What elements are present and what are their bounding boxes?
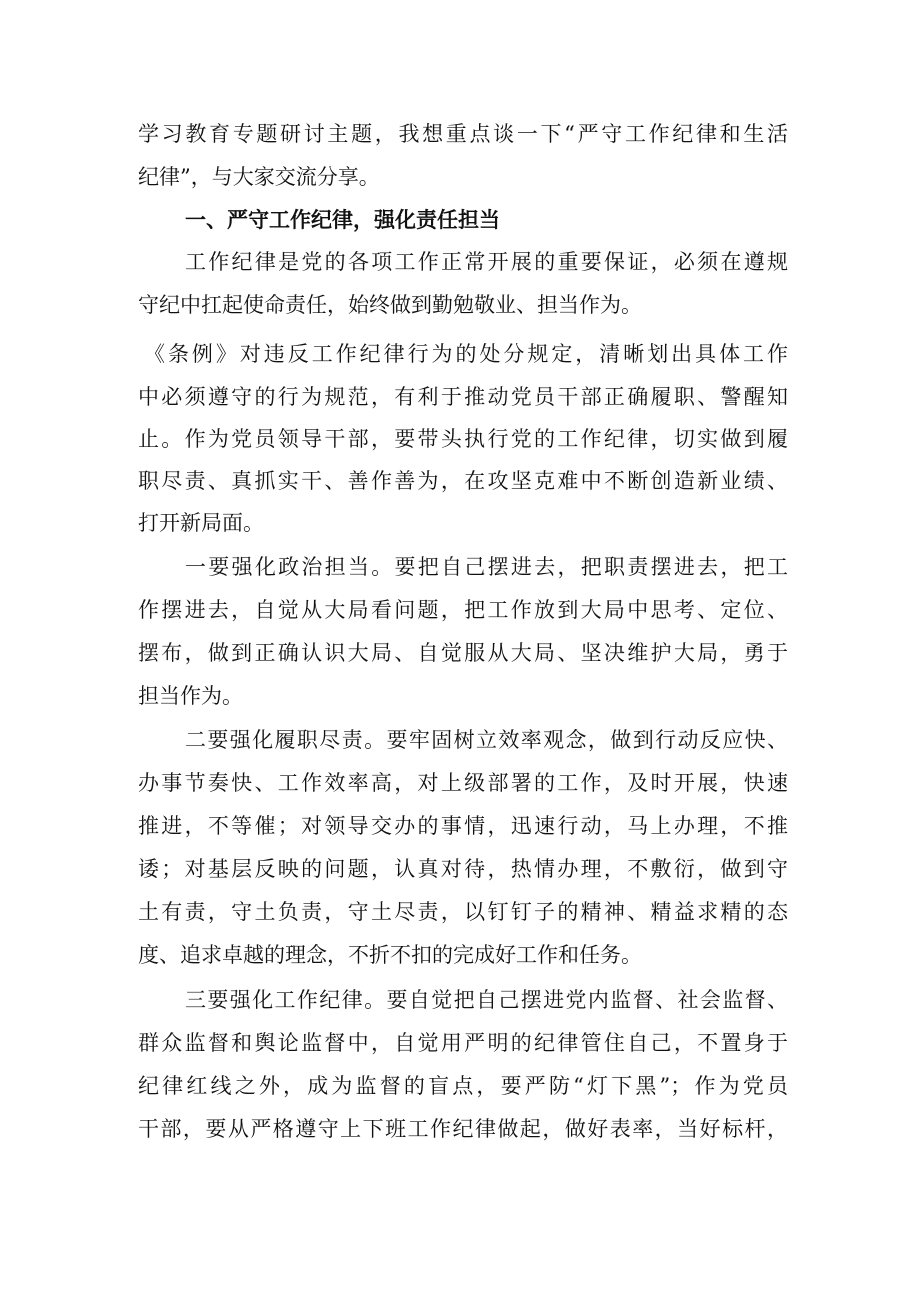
paragraph-line: 打开新局面。 xyxy=(138,511,264,535)
paragraph-line: 职尽责、真抓实干、善作善为，在攻坚克难中不断创造新业绩、 xyxy=(138,469,788,493)
paragraph-line: 度、追求卓越的理念，不折不扣的完成好工作和任务。 xyxy=(138,943,642,967)
section-heading: 一、严守工作纪律，强化责任担当 xyxy=(185,208,500,232)
paragraph-line: 《条例》对违反工作纪律行为的处分规定，清晰划出具体工作 xyxy=(144,342,788,366)
paragraph-line: 摆布，做到正确认识大局、自觉服从大局、坚决维护大局，勇于 xyxy=(138,641,788,665)
paragraph-line: 办事节奏快、工作效率高，对上级部署的工作，及时开展，快速 xyxy=(138,771,788,795)
paragraph-line: 止。作为党员领导干部，要带头执行党的工作纪律，切实做到履 xyxy=(138,427,788,451)
paragraph-line: 推进，不等催；对领导交办的事情，迅速行动，马上办理，不推 xyxy=(138,814,788,838)
paragraph-line: 工作纪律是党的各项工作正常开展的重要保证，必须在遵规 xyxy=(185,250,788,274)
intro-line: 学习教育专题研讨主题，我想重点谈一下“严守工作纪律和生活 xyxy=(138,122,788,146)
paragraph-line: 诿；对基层反映的问题，认真对待，热情办理，不敷衍，做到守 xyxy=(138,857,788,881)
intro-line: 纪律”，与大家交流分享。 xyxy=(138,165,380,189)
paragraph-line: 干部，要从严格遵守上下班工作纪律做起，做好表率，当好标杆， xyxy=(138,1117,788,1141)
paragraph-line: 群众监督和舆论监督中，自觉用严明的纪律管住自己，不置身于 xyxy=(138,1031,788,1055)
paragraph-line: 担当作为。 xyxy=(138,684,243,708)
paragraph-line: 中必须遵守的行为规范，有利于推动党员干部正确履职、警醒知 xyxy=(138,385,788,409)
paragraph-line: 三要强化工作纪律。要自觉把自己摆进党内监督、社会监督、 xyxy=(185,988,788,1012)
paragraph-line: 二要强化履职尽责。要牢固树立效率观念，做到行动反应快、 xyxy=(185,728,788,752)
paragraph-line: 一要强化政治担当。要把自己摆进去，把职责摆进去，把工 xyxy=(185,555,788,579)
paragraph-line: 守纪中扛起使命责任，始终做到勤勉敬业、担当作为。 xyxy=(138,293,642,317)
paragraph-line: 作摆进去，自觉从大局看问题，把工作放到大局中思考、定位、 xyxy=(138,598,788,622)
paragraph-line: 纪律红线之外，成为监督的盲点，要严防“灯下黑”；作为党员 xyxy=(138,1074,788,1098)
paragraph-line: 土有责，守土负责，守土尽责，以钉钉子的精神、精益求精的态 xyxy=(138,900,788,924)
